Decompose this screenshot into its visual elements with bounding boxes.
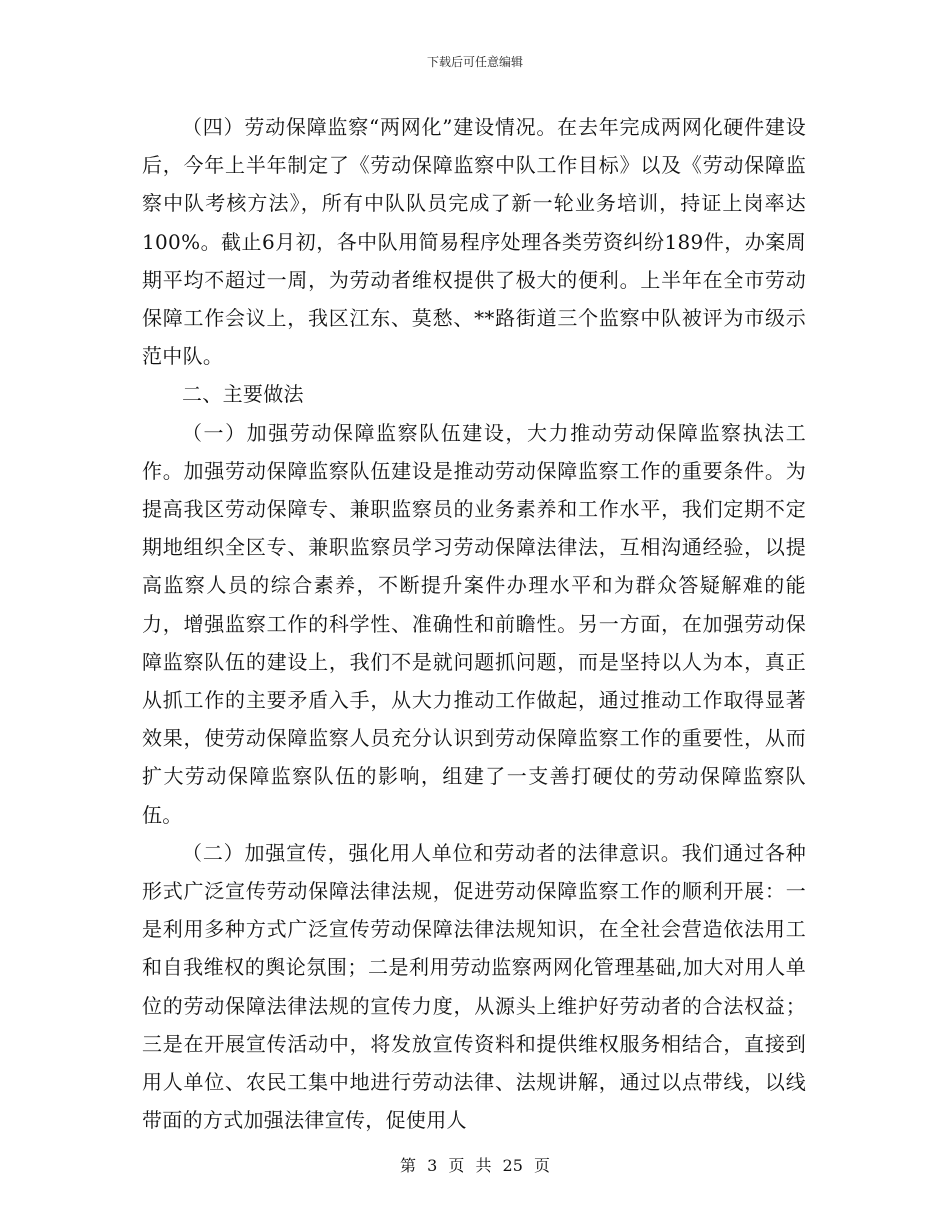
page-footer: 第 3 页 共 25 页 bbox=[400, 1156, 550, 1175]
document-body bbox=[142, 108, 806, 1139]
page-header: 下载后可任意编辑 bbox=[426, 55, 523, 69]
section-heading-main-practices: 二、主要做法 bbox=[182, 382, 304, 407]
paragraph-team-building: （一）加强劳动保障监察队伍建设，大力推动劳动保障监察执法工作。加强劳动保障监察队伍建设是推动劳动保障监察工作的重要条件。为提高我区劳动保障专、兼职监察员的业务素养和工作水平，我们定期不定期地组织全区专、兼职监察员学习劳动保障法律法，互相沟通经验，以提高监察人员的综合素养，不断提升案件办理水平和为群众答疑解难的能力，增强监察工作的科学性、准确性和前瞻性。另一方面，在加强劳动保障监察队伍的建设上，我们不是就问题抓问题，而是坚持以人为本，真正从抓工作的主要矛盾入手，从大力推动工作做起，通过推动工作取得显著效果，使劳动保障监察人员充分认识到劳动保障监察工作的重要性，从而扩大劳动保障监察队伍的影响，组建了一支善打硬仗的劳动保障监察队伍。 bbox=[142, 420, 806, 827]
paragraph-labor-network: （四）劳动保障监察“两网化”建设情况。在去年完成两网化硬件建设后，今年上半年制定了《劳动保障监察中队工作目标》以及《劳动保障监察中队考核方法》，所有中队队员完成了新一轮业务培训，持证上岗率达100%。截止6月初，各中队用简易程序处理各类劳资纠纷189件，办案周期平均不超过一周，为劳动者维权提供了极大的便利。上半年在全市劳动保障工作会议上，我区江东、莫愁、**路街道三个监察中队被评为市级示范中队。 bbox=[142, 115, 806, 369]
paragraph-publicity: （二）加强宣传，强化用人单位和劳动者的法律意识。我们通过各种形式广泛宣传劳动保障法律法规，促进劳动保障监察工作的顺利开展：一是利用多种方式广泛宣传劳动保障法律法规知识，在全社会营造依法用工和自我维权的舆论氛围；二是利用劳动监察两网化管理基础,加大对用人单位的劳动保障法律法规的宣传力度，从源头上维护好劳动者的合法权益；三是在开展宣传活动中，将发放宣传资料和提供维权服务相结合，直接到用人单位、农民工集中地进行劳动法律、法规讲解，通过以点带线，以线带面的方式加强法律宣传，促使用人 bbox=[142, 840, 806, 1133]
